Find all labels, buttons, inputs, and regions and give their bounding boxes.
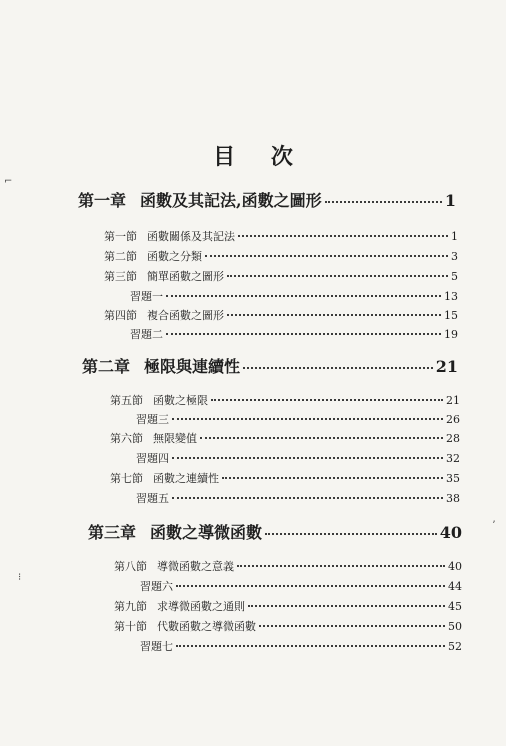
exercise-title: 習題一 <box>130 290 163 303</box>
section-title: 代數函數之導微函數 <box>157 620 256 633</box>
section-title: 簡單函數之圖形 <box>147 270 224 283</box>
toc-exercise[interactable] <box>136 411 460 427</box>
section-page: 1 <box>451 230 458 243</box>
toc-exercise[interactable] <box>136 450 460 466</box>
dot-leader <box>172 497 443 499</box>
toc-section[interactable] <box>114 558 462 574</box>
section-page: 5 <box>451 270 458 283</box>
exercise-page: 13 <box>444 290 458 303</box>
chapter-title: 函數之導微函數 <box>150 523 263 542</box>
section-number: 第二節 <box>104 250 137 263</box>
exercise-page: 52 <box>448 640 462 653</box>
toc-section[interactable] <box>114 598 462 614</box>
chapter-title: 函數及其記法,函數之圖形 <box>140 191 322 210</box>
exercise-page: 26 <box>446 413 460 426</box>
chapter-page: 40 <box>439 523 462 542</box>
toc-chapter-1[interactable] <box>78 188 456 211</box>
toc-section[interactable] <box>114 618 462 634</box>
exercise-page: 19 <box>444 328 458 341</box>
dot-leader <box>172 457 443 459</box>
dot-leader <box>227 275 448 277</box>
dot-leader <box>205 255 448 257</box>
dot-leader <box>243 367 433 369</box>
section-page: 50 <box>448 620 462 633</box>
toc-exercise[interactable] <box>140 638 462 654</box>
section-number: 第八節 <box>114 560 147 573</box>
exercise-title: 習題五 <box>136 492 169 505</box>
exercise-title: 習題六 <box>140 580 173 593</box>
dot-leader <box>176 645 445 647</box>
toc-section[interactable] <box>104 228 458 244</box>
chapter-number: 第二章 <box>82 357 131 376</box>
section-title: 函數之分類 <box>147 250 202 263</box>
section-title: 函數之連續性 <box>153 472 219 485</box>
exercise-title: 習題四 <box>136 452 169 465</box>
dot-leader <box>227 314 441 316</box>
chapter-page: 21 <box>435 357 458 376</box>
section-page: 35 <box>446 472 460 485</box>
toc-exercise[interactable] <box>130 326 458 342</box>
chapter-number: 第一章 <box>78 191 127 210</box>
section-title: 無限變值 <box>153 432 197 445</box>
section-title: 求導微函數之通則 <box>157 600 245 613</box>
exercise-title: 習題七 <box>140 640 173 653</box>
chapter-page: 1 <box>444 191 456 210</box>
section-number: 第七節 <box>110 472 143 485</box>
section-number: 第十節 <box>114 620 147 633</box>
dot-leader <box>176 585 445 587</box>
section-title: 函數關係及其記法 <box>147 230 235 243</box>
section-title: 複合函數之圖形 <box>147 309 224 322</box>
toc-section[interactable] <box>104 307 458 323</box>
chapter-number: 第三章 <box>88 523 137 542</box>
dot-leader <box>166 333 441 335</box>
exercise-title: 習題三 <box>136 413 169 426</box>
dot-leader <box>265 533 437 535</box>
dot-leader <box>259 625 445 627</box>
toc-section[interactable] <box>110 430 460 446</box>
dot-leader <box>325 201 442 203</box>
dot-leader <box>172 418 443 420</box>
dot-leader <box>248 605 445 607</box>
dot-leader <box>200 437 443 439</box>
section-page: 15 <box>444 309 458 322</box>
exercise-title: 習題二 <box>130 328 163 341</box>
section-number: 第三節 <box>104 270 137 283</box>
section-number: 第一節 <box>104 230 137 243</box>
section-number: 第六節 <box>110 432 143 445</box>
toc-exercise[interactable] <box>136 490 460 506</box>
toc-exercise[interactable] <box>130 288 458 304</box>
exercise-page: 38 <box>446 492 460 505</box>
section-number: 第四節 <box>104 309 137 322</box>
scan-speck: ʼ <box>492 520 496 531</box>
exercise-page: 32 <box>446 452 460 465</box>
toc-chapter-3[interactable] <box>88 520 462 543</box>
dot-leader <box>211 399 443 401</box>
scan-speck: ⌐ <box>4 176 13 187</box>
section-number: 第九節 <box>114 600 147 613</box>
dot-leader <box>238 235 448 237</box>
section-title: 函數之極限 <box>153 394 208 407</box>
dot-leader <box>237 565 445 567</box>
chapter-title: 極限與連續性 <box>144 357 241 376</box>
section-number: 第五節 <box>110 394 143 407</box>
toc-exercise[interactable] <box>140 578 462 594</box>
section-page: 3 <box>451 250 458 263</box>
toc-section[interactable] <box>110 470 460 486</box>
toc-chapter-2[interactable] <box>82 354 458 377</box>
exercise-page: 44 <box>448 580 462 593</box>
toc-section[interactable] <box>104 248 458 264</box>
dot-leader <box>166 295 441 297</box>
page-title: 目 次 <box>213 144 307 170</box>
section-page: 28 <box>446 432 460 445</box>
dot-leader <box>222 477 443 479</box>
section-page: 40 <box>448 560 462 573</box>
toc-section[interactable] <box>110 392 460 408</box>
toc-section[interactable] <box>104 268 458 284</box>
section-page: 21 <box>446 394 460 407</box>
section-title: 導微函數之意義 <box>157 560 234 573</box>
section-page: 45 <box>448 600 462 613</box>
scan-speck: ⁝ <box>18 572 22 583</box>
